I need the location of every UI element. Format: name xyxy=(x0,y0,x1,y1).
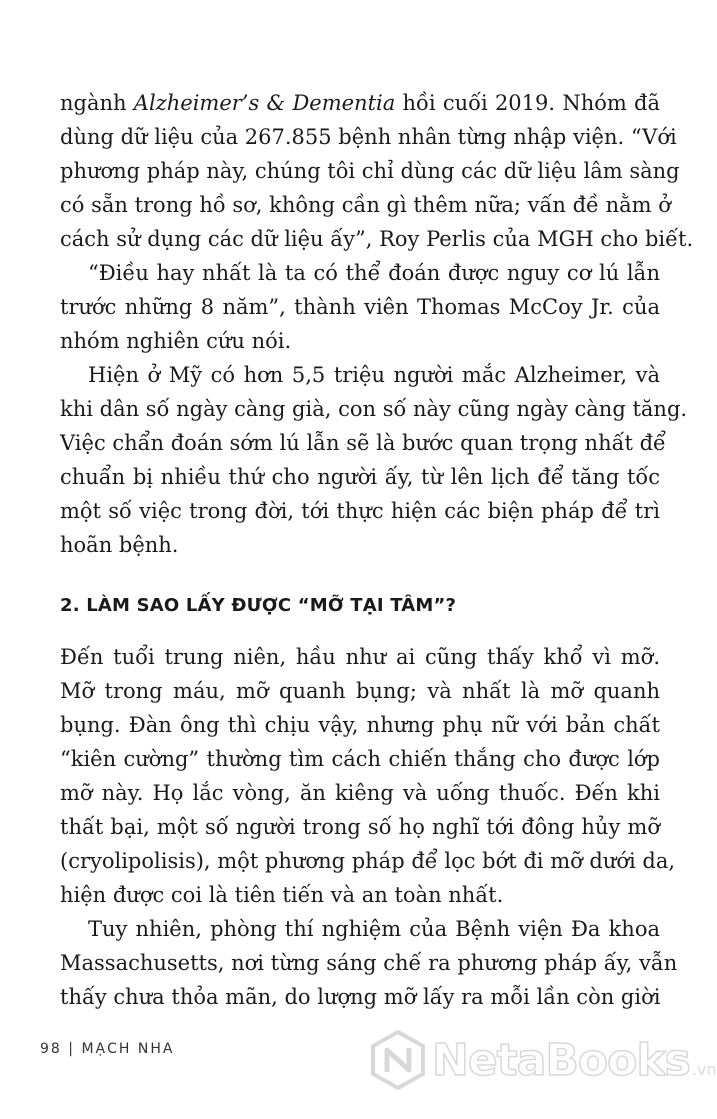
book-page xyxy=(60,86,694,1014)
text-line: Đến tuổi trung niên, hầu như ai cũng thấy khổ vì mỡ. xyxy=(60,645,660,669)
page-number: 98 xyxy=(40,1041,62,1057)
text-line: hoãn bệnh. xyxy=(60,533,179,557)
netabooks-logo-icon xyxy=(370,1030,426,1090)
footer-separator: | xyxy=(68,1041,75,1057)
watermark-tld: .vn xyxy=(691,1059,717,1079)
text-line: thấy chưa thỏa mãn, do lượng mỡ lấy ra mỗi lần còn giời xyxy=(60,985,661,1009)
text-line: bụng. Đàn ông thì chịu vậy, nhưng phụ nữ với bản chất xyxy=(60,713,660,737)
journal-title: Alzheimer’s & Dementia xyxy=(133,91,396,115)
paragraph-5 xyxy=(60,912,678,1014)
text-line: trước những 8 năm”, thành viên Thomas McCoy Jr. của xyxy=(60,295,660,319)
paragraph-4 xyxy=(60,640,676,912)
text-line: khi dân số ngày càng già, con số này cũng ngày càng tăng. xyxy=(60,397,688,421)
text-line: cách sử dụng các dữ liệu ấy”, Roy Perlis của MGH cho biết. xyxy=(60,227,694,251)
text-line: ngành Alzheimer’s & Dementia hồi cuối 2019. Nhóm đã xyxy=(60,91,660,115)
page-footer xyxy=(40,1041,174,1057)
text-line: có sẵn trong hồ sơ, không cần gì thêm nữa; vấn đề nằm ở xyxy=(60,193,671,217)
text-line: mỡ này. Họ lắc vòng, ăn kiêng và uống thuốc. Đến khi xyxy=(60,781,660,805)
paragraph-2 xyxy=(60,256,660,358)
text-line: Tuy nhiên, phòng thí nghiệm của Bệnh viện Đa khoa xyxy=(88,917,660,941)
book-title: MẠCH NHA xyxy=(81,1041,175,1057)
text-line: nhóm nghiên cứu nói. xyxy=(60,329,292,353)
text-line: chuẩn bị nhiều thứ cho người ấy, từ lên lịch để tăng tốc xyxy=(60,465,660,489)
text-line: hiện được coi là tiên tiến và an toàn nhất. xyxy=(60,883,504,907)
watermark-brand: NetaBooks xyxy=(432,1034,690,1086)
text-line: một số việc trong đời, tới thực hiện các biện pháp để trì xyxy=(60,499,660,523)
text-line: Mỡ trong máu, mỡ quanh bụng; và nhất là mỡ quanh xyxy=(60,679,660,703)
paragraph-3 xyxy=(60,358,688,562)
text-line: Việc chẩn đoán sớm lú lẫn sẽ là bước quan trọng nhất để xyxy=(60,431,666,455)
text-line: Hiện ở Mỹ có hơn 5,5 triệu người mắc Alzheimer, và xyxy=(88,363,660,387)
paragraph-1 xyxy=(60,86,694,256)
text-line: thất bại, một số người trong số họ nghĩ tới đông hủy mỡ xyxy=(60,815,660,839)
text-line: “kiên cường” thường tìm cách chiến thắng cho được lớp xyxy=(60,747,660,771)
text-line: Massachusetts, nơi từng sáng chế ra phương pháp ấy, vẫn xyxy=(60,951,678,975)
text-line: “Điều hay nhất là ta có thể đoán được nguy cơ lú lẫn xyxy=(88,261,660,285)
text-line: (cryolipolisis), một phương pháp để lọc bớt đi mỡ dưới da, xyxy=(60,849,676,873)
text-line: phương pháp này, chúng tôi chỉ dùng các dữ liệu lâm sàng xyxy=(60,159,680,183)
watermark xyxy=(370,1030,717,1090)
text-line: dùng dữ liệu của 267.855 bệnh nhân từng nhập viện. “Với xyxy=(60,125,677,149)
section-heading: 2. LÀM SAO LẤY ĐƯỢC “MỠ TẠI TÂM”? xyxy=(60,595,457,616)
